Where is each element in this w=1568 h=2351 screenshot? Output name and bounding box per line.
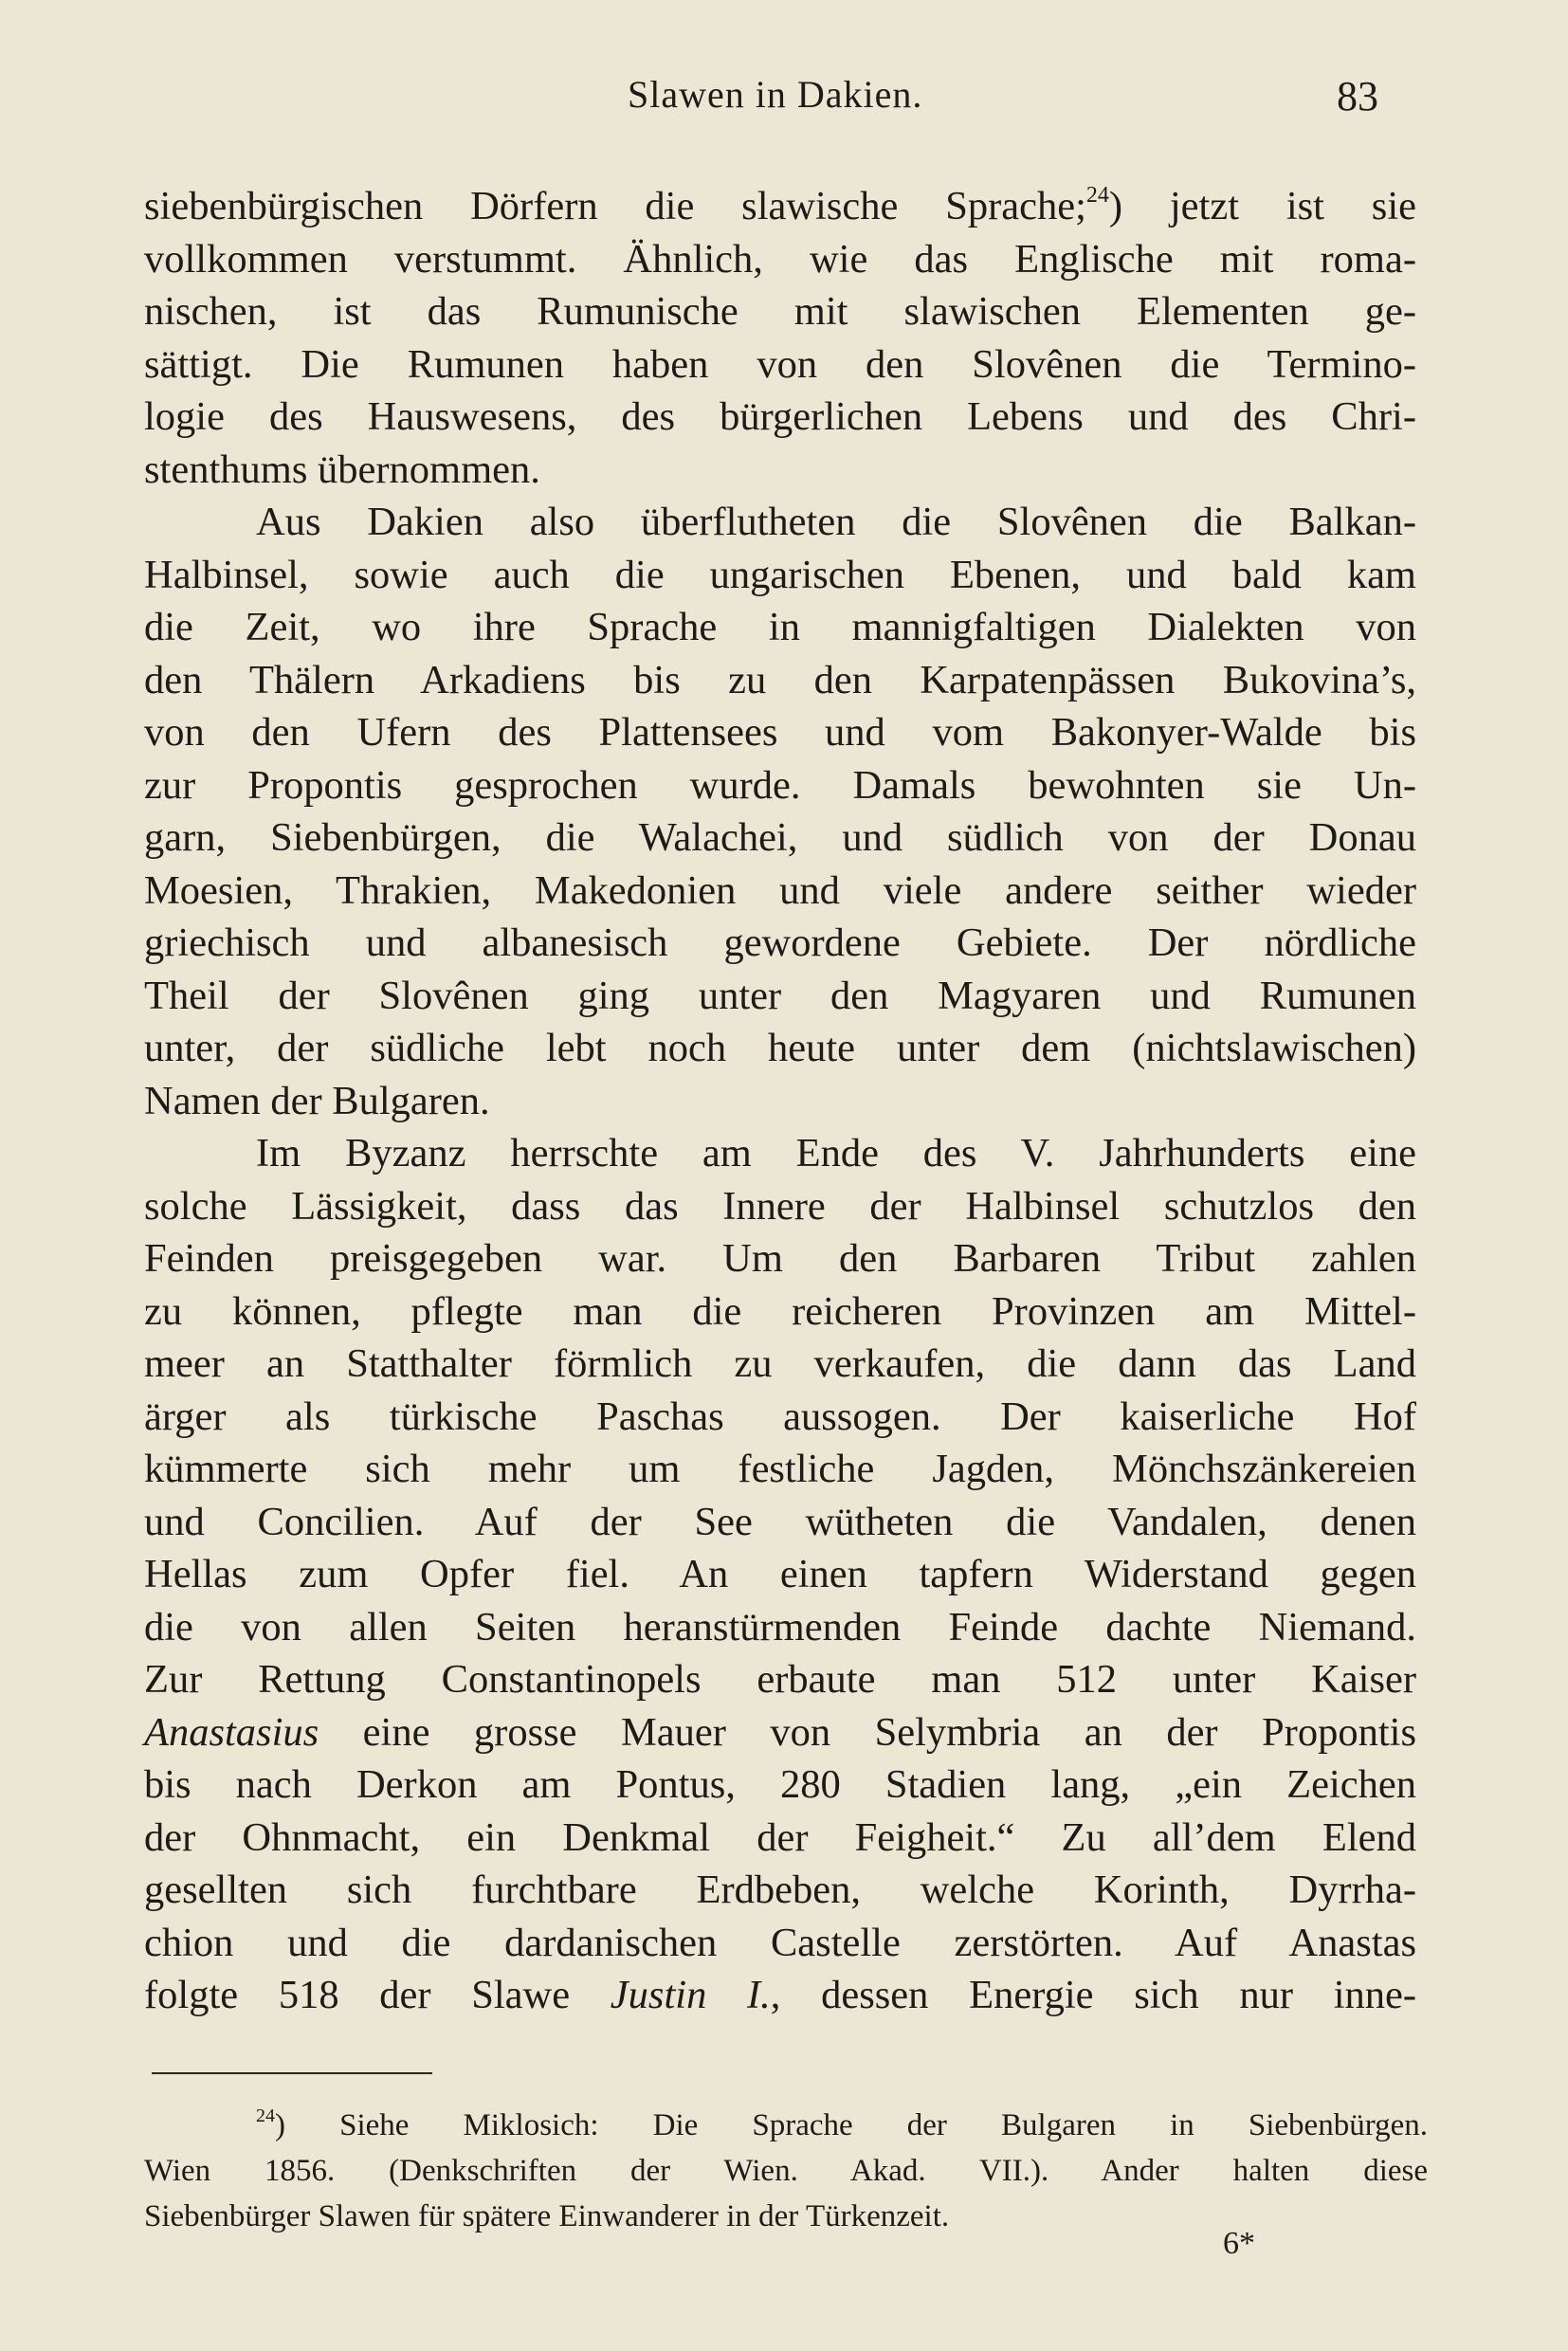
- emphasis-name: Anastasius: [144, 1709, 319, 1755]
- text-line: gesellten sich furchtbare Erdbeben, welche Korinth, Dyrrha-: [144, 1868, 1416, 1912]
- text-line: den Thälern Arkadiens bis zu den Karpatenpässen Bukovina’s,: [144, 657, 1416, 702]
- text-line: [144, 1969, 1416, 2022]
- emphasis-name: Justin I.: [610, 1973, 771, 2017]
- page-number: 83: [1337, 73, 1378, 119]
- text-line: kümmerte sich mehr um festliche Jagden, Mönchszänkereien: [144, 1447, 1416, 1491]
- text-line: vollkommen verstummt. Ähnlich, wie das Englische mit roma-: [144, 236, 1416, 282]
- text-line: Moesien, Thrakien, Makedonien und viele andere seither wieder: [144, 867, 1416, 913]
- running-head: [0, 72, 1568, 129]
- footnote-number: 24: [256, 2105, 275, 2126]
- text-segment: eine grosse Mauer von Selymbria an der Propontis: [362, 1709, 1416, 1755]
- footnote-line: Wien 1856. (Denkschriften der Wien. Akad. VII.). Ander halten diese: [144, 2154, 1428, 2188]
- running-title: Slawen in Dakien.: [628, 73, 923, 116]
- text-line: und Concilien. Auf der See wütheten die Vandalen, denen: [144, 1499, 1416, 1544]
- body-text: [144, 180, 1416, 2022]
- text-line: Theil der Slovênen ging unter den Magyaren und Rumunen: [144, 973, 1416, 1018]
- text-line: logie des Hauswesens, des bürgerlichen Lebens und des Chri-: [144, 394, 1416, 439]
- text-line: der Ohnmacht, ein Denkmal der Feigheit.“ Zu all’dem Elend: [144, 1814, 1416, 1860]
- text-line: meer an Statthalter förmlich zu verkaufen, die dann das Land: [144, 1341, 1416, 1386]
- text-line: Namen der Bulgaren.: [144, 1078, 490, 1123]
- text-line: stenthums übernommen.: [144, 447, 540, 492]
- text-segment: , dessen Energie sich nur inne-: [770, 1973, 1417, 2017]
- text-line: Hellas zum Opfer fiel. An einen tapfern Widerstand gegen: [144, 1552, 1416, 1596]
- text-line: sättigt. Die Rumunen haben von den Slovênen die Termino-: [144, 341, 1416, 387]
- footnote-divider: [152, 2072, 432, 2074]
- text-line: von den Ufern des Plattensees und vom Bakonyer-Walde bis: [144, 710, 1416, 755]
- text-line: bis nach Derkon am Pontus, 280 Stadien lang, „ein Zeichen: [144, 1762, 1416, 1807]
- text-line: chion und die dardanischen Castelle zerstörten. Auf Anastas: [144, 1920, 1416, 1965]
- footnote-reference: 24: [1085, 183, 1109, 208]
- text-line: die Zeit, wo ihre Sprache in mannigfaltigen Dialekten von: [144, 605, 1416, 649]
- text-line: die von allen Seiten heranstürmenden Feinde dachte Niemand.: [144, 1604, 1416, 1649]
- text-segment: siebenbürgischen Dörfern die slawische Sprache;: [144, 184, 1086, 228]
- text-line: Zur Rettung Constantinopels erbaute man 512 unter Kaiser: [144, 1657, 1416, 1702]
- text-line: [144, 180, 1416, 233]
- text-line: Im Byzanz herrschte am Ende des V. Jahrhunderts eine: [256, 1131, 1416, 1176]
- text-segment: folgte 518 der Slawe: [144, 1973, 571, 2017]
- text-line: unter, der südliche lebt noch heute unter dem (nichtslawischen): [144, 1026, 1416, 1070]
- text-line: garn, Siebenbürgen, die Walachei, und südlich von der Donau: [144, 815, 1416, 860]
- footnote-line: [144, 2103, 1428, 2148]
- text-line: zur Propontis gesprochen wurde. Damals bewohnten sie Un-: [144, 762, 1416, 808]
- footnote-line: Siebenbürger Slawen für spätere Einwanderer in der Türkenzeit.: [144, 2199, 950, 2233]
- text-line: ärger als türkische Paschas aussogen. Der kaiserliche Hof: [144, 1394, 1416, 1439]
- text-line: nischen, ist das Rumunische mit slawischen Elementen ge-: [144, 289, 1416, 334]
- text-line: griechisch und albanesisch gewordene Gebiete. Der nördliche: [144, 920, 1416, 965]
- printer-signature: 6*: [1223, 2226, 1255, 2261]
- text-line: [144, 1706, 1416, 1759]
- text-segment: ) Siehe Miklosich: Die Sprache der Bulgaren in Siebenbürgen.: [275, 2108, 1428, 2142]
- text-line: Halbinsel, sowie auch die ungarischen Ebenen, und bald kam: [144, 552, 1416, 597]
- text-line: zu können, pflegte man die reicheren Provinzen am Mittel-: [144, 1288, 1416, 1334]
- text-segment: ) jetzt ist sie: [1108, 184, 1416, 228]
- text-line: Feinden preisgegeben war. Um den Barbaren Tribut zahlen: [144, 1236, 1416, 1281]
- footnotes: [144, 2103, 1428, 2239]
- text-line: Aus Dakien also überflutheten die Slovênen die Balkan-: [256, 500, 1416, 544]
- text-line: solche Lässigkeit, dass das Innere der Halbinsel schutzlos den: [144, 1183, 1416, 1229]
